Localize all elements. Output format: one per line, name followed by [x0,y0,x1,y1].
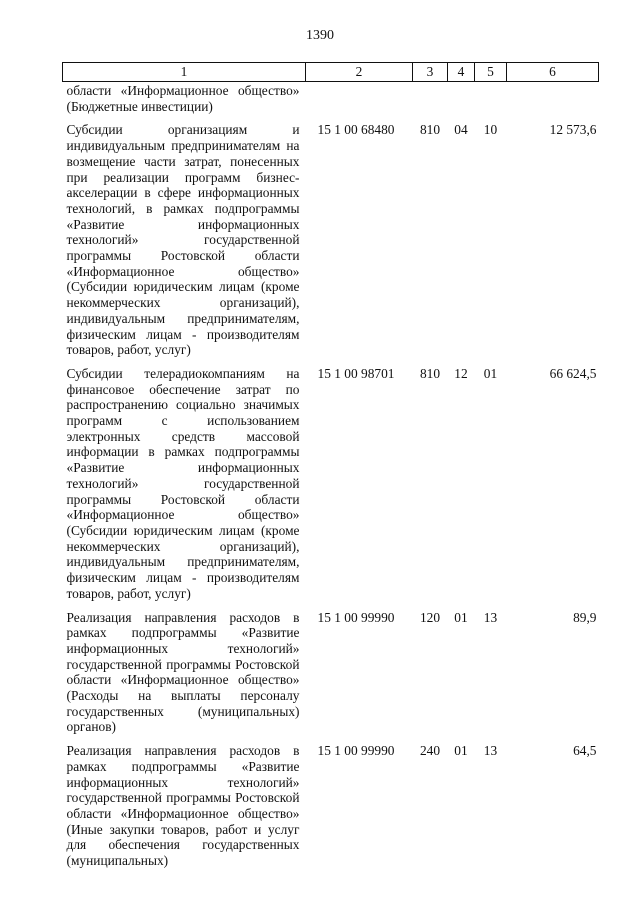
row-expense-type: 810 [419,365,441,381]
row-target-code: 15 1 00 68480 [317,122,395,138]
table-row [63,743,599,869]
row-subsection: 10 [483,122,498,138]
column-header-2: 2 [306,63,413,82]
row-description: области «Информационное общество» (Бюджетные инвестиции) [66,83,300,114]
row-description: Субсидии организациям и индивидуальным предпринимателям на возмещение части затрат, понесенных при реализации программ бизнес-акселерации в сфере информационных технологий, в рамках подпрограммы «Развитие информационных технологий» государственной программы Ростовской области «Информационное общество» (Субсидии юридическим лицам (кроме некоммерческих организаций), индивидуальным предпринимателям, физическим лицам - производителям товаров, работ, услуг) [66,122,300,358]
table-header-row [63,63,599,82]
row-section: 01 [454,609,468,625]
table-row [63,366,599,610]
table-row [63,610,599,744]
row-amount: 66 624,5 [549,365,597,381]
row-description: Субсидии телерадиокомпаниям на финансовое обеспечение затрат по распространению социально значимых программ с использованием электронных средств массовой информации в рамках подпрограммы «Развитие информационных технологий» государственной программы Ростовской области «Информационное общество» (Субсидии юридическим лицам (кроме некоммерческих организаций), индивидуальным предпринимателям, физическим лицам - производителям товаров, работ, услуг) [66,365,300,601]
column-header-5: 5 [475,63,507,82]
page-number: 1390 [306,28,334,43]
row-expense-type: 810 [419,122,441,138]
column-header-4: 4 [448,63,475,82]
budget-table [62,62,599,869]
table-row [63,82,599,123]
row-section: 01 [454,743,468,759]
row-subsection: 13 [483,609,498,625]
row-subsection: 13 [483,743,498,759]
row-target-code: 15 1 00 99990 [317,609,395,625]
row-expense-type: 240 [419,743,441,759]
row-target-code: 15 1 00 99990 [317,743,395,759]
row-section [448,82,475,123]
column-header-6: 6 [507,63,599,82]
row-amount: 12 573,6 [549,122,597,138]
row-amount [507,82,599,123]
row-description: Реализация направления расходов в рамках подпрограммы «Развитие информационных технологий» государственной программы Ростовской области «Информационное общество» (Иные закупки товаров, работ и услуг для обеспечения государственных (муниципальных) [66,743,300,869]
row-amount: 64,5 [573,743,597,759]
row-section: 12 [454,365,468,381]
row-subsection [475,82,507,123]
row-expense-type [413,82,448,123]
row-amount: 89,9 [573,609,597,625]
column-header-1: 1 [63,63,306,82]
row-subsection: 01 [483,365,498,381]
row-expense-type: 120 [419,609,441,625]
table-row [63,122,599,366]
row-section: 04 [454,122,468,138]
row-description: Реализация направления расходов в рамках подпрограммы «Развитие информационных технологий» государственной программы Ростовской области «Информационное общество» (Расходы на выплаты персоналу государственных (муниципальных) органов) [66,609,300,735]
row-target-code: 15 1 00 98701 [317,365,395,381]
row-target-code [306,82,413,123]
column-header-3: 3 [413,63,448,82]
